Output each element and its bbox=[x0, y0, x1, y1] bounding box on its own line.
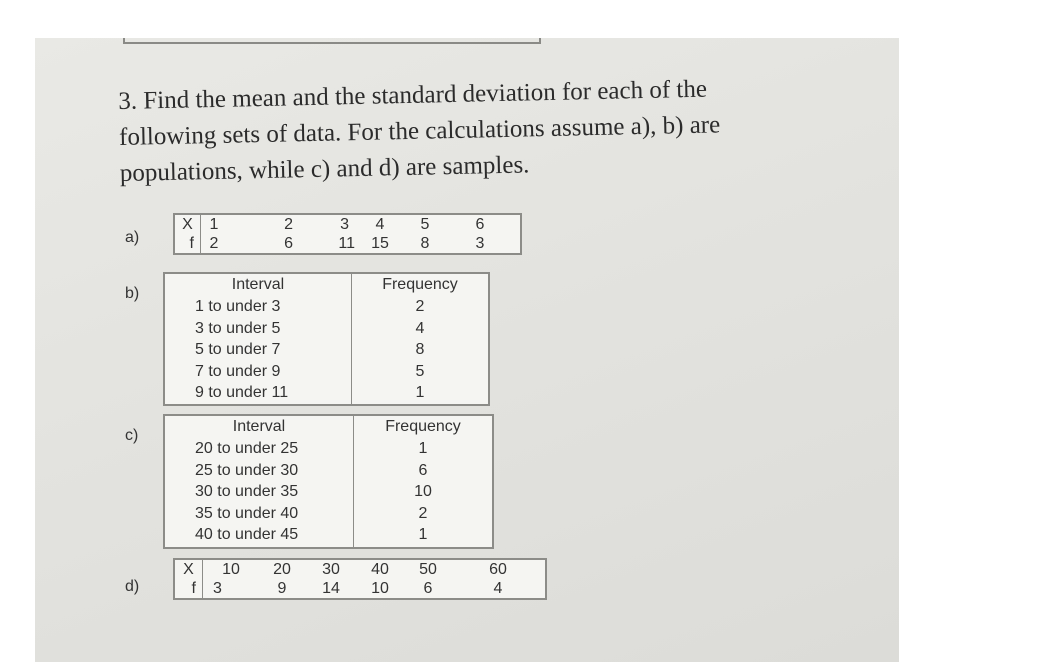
part-a-x-row bbox=[175, 215, 520, 234]
part-a-x-cell: 5 bbox=[420, 216, 430, 233]
part-b-table bbox=[163, 272, 490, 406]
top-border-line bbox=[123, 38, 541, 44]
part-a-f-row bbox=[175, 234, 520, 253]
part-d-f-cell: 10 bbox=[371, 580, 389, 597]
f-header: f bbox=[175, 234, 201, 253]
frequency-cell: 5 bbox=[415, 362, 425, 380]
interval-cell: 5 to under 7 bbox=[195, 341, 281, 358]
frequency-cell: 1 bbox=[418, 526, 428, 543]
frequency-cell: 1 bbox=[415, 384, 425, 401]
part-a-f-cell: 6 bbox=[284, 235, 293, 252]
interval-column bbox=[165, 416, 354, 547]
interval-cell: 20 to under 25 bbox=[195, 440, 299, 457]
interval-cell: 30 to under 35 bbox=[195, 483, 299, 500]
part-d-f-row bbox=[175, 579, 545, 598]
part-a-f-cell: 8 bbox=[420, 235, 430, 252]
part-d-x-cell: 30 bbox=[322, 561, 340, 578]
part-d-label: d) bbox=[125, 578, 140, 595]
frequency-cell: 6 bbox=[418, 461, 428, 479]
paper-sheet bbox=[35, 38, 899, 662]
question-text bbox=[118, 68, 880, 192]
x-header: X bbox=[175, 560, 203, 579]
part-d-f-cell: 3 bbox=[213, 580, 222, 597]
part-a-x-cell: 2 bbox=[284, 216, 293, 233]
part-d-x-row bbox=[175, 560, 545, 579]
interval-cell: 3 to under 5 bbox=[195, 319, 281, 337]
interval-cell: 40 to under 45 bbox=[195, 526, 299, 543]
frequency-column bbox=[352, 274, 488, 404]
x-header: X bbox=[175, 215, 201, 234]
frequency-cell: 2 bbox=[415, 298, 425, 315]
part-a-x-cell: 3 bbox=[340, 216, 349, 233]
part-a-f-cell: 3 bbox=[475, 235, 485, 252]
interval-cell: 35 to under 40 bbox=[195, 504, 299, 522]
part-a-table bbox=[173, 213, 522, 255]
frequency-cell: 2 bbox=[418, 504, 428, 522]
interval-cell: 1 to under 3 bbox=[195, 298, 281, 315]
part-a-label: a) bbox=[125, 229, 140, 246]
frequency-cell: 8 bbox=[415, 341, 425, 358]
frequency-cell: 10 bbox=[414, 483, 432, 500]
part-c-table bbox=[163, 414, 494, 549]
part-d-f-cell: 14 bbox=[322, 580, 340, 597]
interval-header: Interval bbox=[231, 276, 285, 293]
part-a-x-cell: 1 bbox=[209, 216, 219, 233]
part-a-f-cell: 15 bbox=[371, 235, 389, 252]
part-a-x-cell: 4 bbox=[375, 216, 385, 233]
frequency-cell: 1 bbox=[418, 440, 428, 457]
interval-cell: 9 to under 11 bbox=[195, 384, 289, 401]
question-line-1: 3. Find the mean and the standard deviation for each of the bbox=[118, 75, 708, 115]
part-a-f-cell: 2 bbox=[209, 235, 219, 252]
part-a-f-cell: 11 bbox=[338, 235, 355, 252]
part-d-table bbox=[173, 558, 547, 600]
part-d-x-cell: 10 bbox=[222, 561, 240, 578]
frequency-cell: 4 bbox=[415, 319, 425, 337]
interval-cell: 7 to under 9 bbox=[195, 362, 281, 380]
part-d-x-cell: 50 bbox=[419, 561, 437, 578]
question-line-3: populations, while c) and d) are samples. bbox=[119, 151, 530, 187]
interval-header: Interval bbox=[232, 418, 286, 435]
part-d-x-cell: 40 bbox=[371, 561, 389, 578]
part-d-x-cell: 60 bbox=[489, 561, 507, 578]
interval-cell: 25 to under 30 bbox=[195, 461, 299, 479]
part-d-f-cell: 4 bbox=[493, 580, 503, 597]
part-d-f-cell: 9 bbox=[277, 580, 287, 597]
part-d-f-cell: 6 bbox=[423, 580, 433, 597]
question-line-2: following sets of data. For the calculations assume a), b) are bbox=[118, 111, 721, 151]
f-header: f bbox=[175, 579, 203, 598]
frequency-column bbox=[354, 416, 492, 547]
part-d-x-cell: 20 bbox=[273, 561, 291, 578]
part-c-label: c) bbox=[125, 427, 139, 444]
interval-column bbox=[165, 274, 352, 404]
frequency-header: Frequency bbox=[385, 418, 461, 435]
part-b-label: b) bbox=[125, 285, 140, 302]
part-a-x-cell: 6 bbox=[475, 216, 485, 233]
frequency-header: Frequency bbox=[382, 276, 458, 293]
